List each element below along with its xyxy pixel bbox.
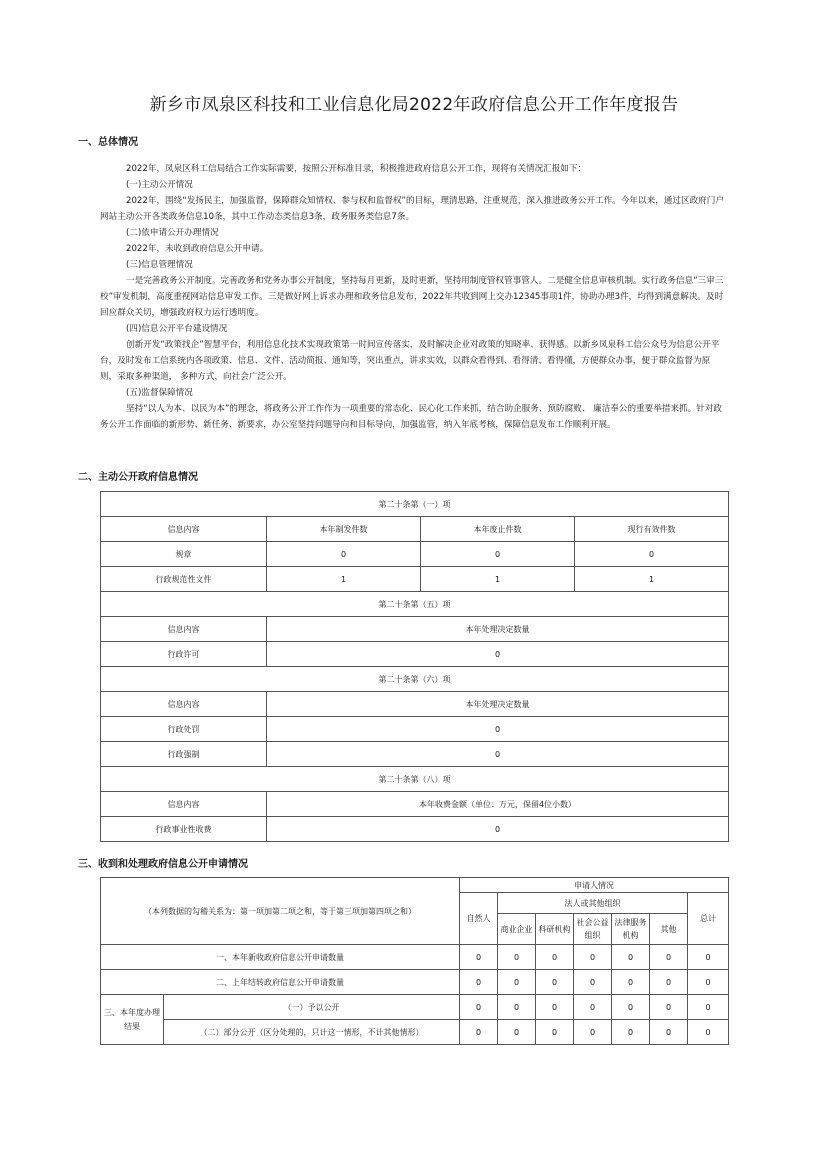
row-label: 规章 bbox=[101, 542, 267, 567]
subsection-text: 创新开发“政策找企”智慧平台，利用信息化技术实现政策第一时间宣传落实，及时解决企业对政策的知晓率、获得感。以新乡凤泉科工信公众号为信息公开平台，及时发布工信系统内各项政策、信息、文件、活动简报、通知等，突出重点，讲求实效，以群众看得到、看得清、看得懂，方便群众办事，便于群众监督为原则，采取多种渠道， 多种方式，向社会广泛公开。 bbox=[100, 340, 720, 382]
cell-value: 0 bbox=[421, 542, 575, 567]
section2-heading: 二、主动公开政府信息情况 bbox=[78, 472, 198, 483]
cell-value: 0 bbox=[267, 817, 729, 842]
cell-value: 0 bbox=[688, 945, 729, 970]
cell-value: 0 bbox=[650, 945, 688, 970]
cell-value: 0 bbox=[612, 1020, 650, 1045]
cell-value: 0 bbox=[267, 542, 421, 567]
article-title: 第二十条第（六）项 bbox=[101, 667, 729, 692]
page-title: 新乡市凤泉区科技和工业信息化局2022年政府信息公开工作年度报告 bbox=[149, 95, 679, 115]
intro-paragraph: 2022年，凤泉区科工信局结合工作实际需要，按照公开标准目录，积极推进政府信息公开工作，现将有关情况汇报如下： bbox=[126, 164, 587, 174]
cell-value: 0 bbox=[574, 995, 612, 1020]
subsection-text: 一是完善政务公开制度。完善政务和党务办事公开制度，坚持每月更新，及时更新，坚持用制度管权管事管人。二是健全信息审核机制。实行政务信息“三审三校”审发机制，高度重视网站信息审发工作。三是做好网上诉求办理和政务信息发布，2022年共收到网上交办12345事项1件，协助办理3件，均得到满意解决。及时回应群众关切，增强政府权力运行透明度。 bbox=[100, 276, 724, 318]
cell-value: 0 bbox=[498, 995, 536, 1020]
table-row bbox=[101, 567, 729, 592]
column-header: 科研机构 bbox=[536, 914, 574, 945]
column-header: 法律服务机构 bbox=[612, 914, 650, 945]
cell-value: 1 bbox=[421, 567, 575, 592]
subsection-label: (四)信息公开平台建设情况 bbox=[126, 324, 228, 334]
cell-value: 1 bbox=[267, 567, 421, 592]
row-label: 二、上年结转政府信息公开申请数量 bbox=[101, 970, 460, 995]
table-row bbox=[101, 717, 729, 742]
column-header: 信息内容 bbox=[101, 792, 267, 817]
column-header: 商业企业 bbox=[498, 914, 536, 945]
subsection-label: (三)信息管理情况 bbox=[126, 260, 193, 270]
article-title: 第二十条第（八）项 bbox=[101, 767, 729, 792]
article-title: 第二十条第（一）项 bbox=[101, 492, 729, 517]
column-header: 本年处理决定数量 bbox=[267, 692, 729, 717]
subsection-label: (五)监督保障情况 bbox=[126, 388, 193, 398]
column-header: 信息内容 bbox=[101, 692, 267, 717]
cell-value: 0 bbox=[688, 970, 729, 995]
cell-value: 0 bbox=[460, 945, 498, 970]
column-header: 信息内容 bbox=[101, 517, 267, 542]
cell-value: 0 bbox=[460, 970, 498, 995]
column-header: 本年收费金额（单位：万元，保留4位小数） bbox=[267, 792, 729, 817]
active-disclosure-table bbox=[100, 491, 729, 842]
application-table bbox=[100, 877, 729, 1045]
cell-value: 0 bbox=[267, 642, 729, 667]
subsection-label: (一)主动公开情况 bbox=[126, 180, 193, 190]
section3-heading: 三、收到和处理政府信息公开申请情况 bbox=[78, 859, 248, 870]
row-label: 一、本年新收政府信息公开申请数量 bbox=[101, 945, 460, 970]
total-header: 总计 bbox=[688, 893, 729, 945]
table-row bbox=[101, 945, 729, 970]
table-row bbox=[101, 995, 729, 1020]
cell-value: 0 bbox=[536, 1020, 574, 1045]
group-label: 三、本年度办理结果 bbox=[101, 995, 164, 1045]
legal-entity-header: 法人或其他组织 bbox=[498, 893, 688, 914]
subsection-text: 2022年，未收到政府信息公开申请。 bbox=[126, 244, 269, 254]
cell-value: 0 bbox=[498, 1020, 536, 1045]
cell-value: 0 bbox=[650, 995, 688, 1020]
row-label: 行政规范性文件 bbox=[101, 567, 267, 592]
row-label: （一）予以公开 bbox=[164, 995, 460, 1020]
cell-value: 0 bbox=[498, 945, 536, 970]
row-label: 行政许可 bbox=[101, 642, 267, 667]
section1-body bbox=[100, 161, 724, 433]
cell-value: 0 bbox=[536, 970, 574, 995]
cell-value: 0 bbox=[612, 945, 650, 970]
cell-value: 0 bbox=[612, 970, 650, 995]
cell-value: 0 bbox=[460, 995, 498, 1020]
row-label: （二）部分公开（区分处理的，只计这一情形，不计其他情形） bbox=[164, 1020, 460, 1045]
natural-person-header: 自然人 bbox=[460, 893, 498, 945]
subsection-text: 坚持“以人为本、以民为本”的理念，将政务公开工作作为一项重要的常态化、民心化工作来抓，结合助企服务、预防腐败、 廉洁奉公的重要举措来抓。针对政务公开工作面临的新形势、新任务、新要求，办公室坚持问题导向和目标导向，加强监管，纳入年底考核，保障信息发布工作顺利开展。 bbox=[100, 404, 723, 430]
row-label: 行政处罚 bbox=[101, 717, 267, 742]
column-header: 本年处理决定数量 bbox=[267, 617, 729, 642]
table-row bbox=[101, 642, 729, 667]
table-row bbox=[101, 1020, 729, 1045]
cell-value: 0 bbox=[267, 742, 729, 767]
cell-value: 0 bbox=[498, 970, 536, 995]
cell-value: 0 bbox=[612, 995, 650, 1020]
section1-heading: 一、总体情况 bbox=[78, 137, 138, 148]
cell-value: 0 bbox=[574, 970, 612, 995]
cell-value: 0 bbox=[650, 970, 688, 995]
cell-value: 1 bbox=[575, 567, 729, 592]
cell-value: 0 bbox=[688, 995, 729, 1020]
subsection-label: (二)依申请公开办理情况 bbox=[126, 228, 219, 238]
applicant-header: 申请人情况 bbox=[460, 878, 729, 893]
cell-value: 0 bbox=[575, 542, 729, 567]
cell-value: 0 bbox=[650, 1020, 688, 1045]
cell-value: 0 bbox=[574, 1020, 612, 1045]
table-row bbox=[101, 742, 729, 767]
cell-value: 0 bbox=[460, 1020, 498, 1045]
cell-value: 0 bbox=[536, 945, 574, 970]
table-row bbox=[101, 817, 729, 842]
column-header: 现行有效件数 bbox=[575, 517, 729, 542]
column-header: 信息内容 bbox=[101, 617, 267, 642]
subsection-text: 2022年，围绕“发扬民主，加强监督，保障群众知情权、参与权和监督权”的目标，理清思路，注重规范，深入推进政务公开工作。今年以来，通过区政府门户网站主动公开各类政务信息10条，其中工作动态类信息3条，政务服务类信息7条。 bbox=[100, 196, 724, 222]
cell-value: 0 bbox=[267, 717, 729, 742]
cell-value: 0 bbox=[574, 945, 612, 970]
cell-value: 0 bbox=[536, 995, 574, 1020]
column-header: 本年废止件数 bbox=[421, 517, 575, 542]
cell-value: 0 bbox=[688, 1020, 729, 1045]
note-cell: （本列数据的勾稽关系为：第一项加第二项之和，等于第三项加第四项之和） bbox=[101, 878, 460, 945]
article-title: 第二十条第（五）项 bbox=[101, 592, 729, 617]
row-label: 行政事业性收费 bbox=[101, 817, 267, 842]
column-header: 社会公益组织 bbox=[574, 914, 612, 945]
table-row bbox=[101, 542, 729, 567]
column-header: 其他 bbox=[650, 914, 688, 945]
row-label: 行政强制 bbox=[101, 742, 267, 767]
table-row bbox=[101, 970, 729, 995]
column-header: 本年制发件数 bbox=[267, 517, 421, 542]
